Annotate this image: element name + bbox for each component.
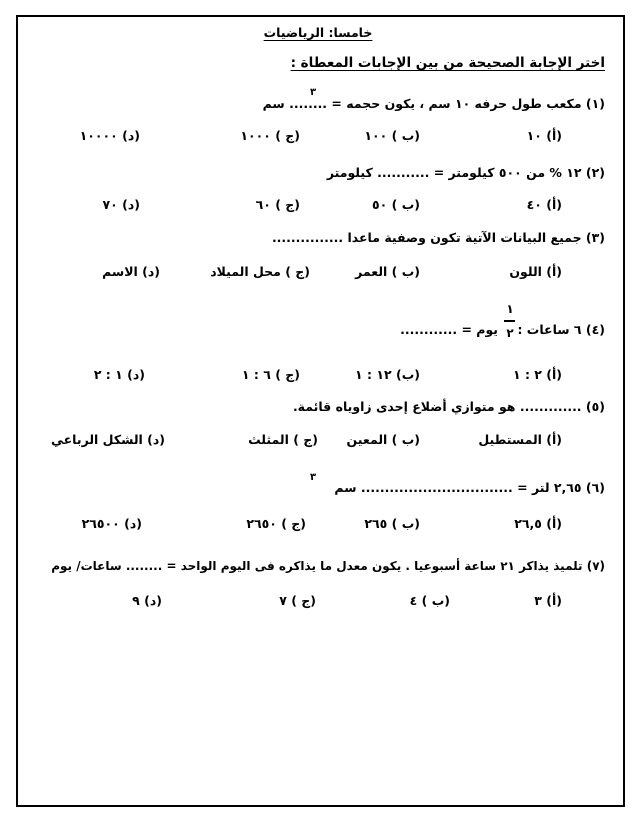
question-1-stem: (١) مكعب طول حرفه ١٠ سم ، يكون حجمه = ........ سم [262, 96, 605, 111]
section-title: خامسا: الرياضيات [263, 25, 373, 40]
question-1-superscript: ٣ [310, 87, 317, 98]
question-3-stem: (٣) جميع البيانات الآتية تكون وصفية ماعدا ............... [271, 230, 605, 245]
question-7-option-a: (أ) ٣ [534, 593, 562, 608]
question-2-option-d: (د) ٧٠ [102, 197, 140, 212]
question-7-option-b: (ب ) ٤ [409, 593, 450, 608]
question-1-option-d: (د) ١٠٠٠٠ [79, 128, 140, 143]
question-2-option-c: (ج ) ٦٠ [255, 197, 300, 212]
question-2-option-a: (أ) ٤٠ [526, 197, 562, 212]
question-4-fraction-bar [504, 320, 515, 322]
question-4-stem-end: يوم = ............ [400, 322, 498, 337]
question-5-stem: (٥) ............. هو متوازي أضلاع إحدى زاوياه قائمة. [292, 399, 605, 414]
question-7-option-d: (د) ٩ [132, 593, 162, 608]
question-5-option-b: (ب ) المعين [346, 432, 420, 447]
question-4-option-c: (ج ) ٦ : ١ [241, 367, 300, 382]
question-6-superscript: ٣ [310, 472, 317, 483]
question-1-option-b: (ب ) ١٠٠ [364, 128, 420, 143]
question-6-option-b: (ب ) ٢٦٥ [364, 516, 420, 531]
question-3-option-c: (ج ) محل الميلاد [210, 264, 310, 279]
question-4-fraction-numerator: ١ [506, 302, 514, 316]
question-7-option-c: (ج ) ٧ [279, 593, 316, 608]
instruction: اختر الإجابة الصحيحة من بين الإجابات المعطاة : [290, 55, 605, 71]
question-6-stem: (٦) ٢,٦٥ لتر = ................................ سم [334, 480, 605, 495]
question-2-option-b: (ب ) ٥٠ [372, 197, 420, 212]
question-4-option-a: (أ) ٢ : ١ [512, 367, 562, 382]
question-4-option-b: (ب) ١٢ : ١ [355, 367, 420, 382]
question-7-stem: (٧) تلميذ يذاكر ٢١ ساعة أسبوعيا . يكون معدل ما يذاكره فى اليوم الواحد = ........ ساعات/ يوم [51, 559, 605, 573]
question-3-option-d: (د) الاسم [102, 264, 160, 279]
question-5-option-d: (د) الشكل الرباعي [51, 432, 165, 447]
question-1-option-a: (أ) ١٠ [526, 128, 562, 143]
question-4-stem-start: (٤) ٦ ساعات : [517, 322, 605, 337]
question-3-option-a: (أ) اللون [509, 264, 562, 279]
question-5-option-a: (أ) المستطيل [478, 432, 562, 447]
question-1-option-c: (ج ) ١٠٠٠ [240, 128, 300, 143]
question-4-option-d: (د) ١ : ٢ [93, 367, 145, 382]
question-4-fraction-denominator: ٢ [506, 326, 514, 340]
question-3-option-b: (ب ) العمر [355, 264, 420, 279]
question-5-option-c: (ج ) المثلث [248, 432, 318, 447]
question-6-option-c: (ج ) ٢٦٥٠ [246, 516, 306, 531]
question-2-stem: (٢) ١٢ % من ٥٠٠ كيلومتر = ........... كيلومتر [326, 165, 605, 180]
question-6-option-a: (أ) ٢٦,٥ [514, 516, 562, 531]
question-6-option-d: (د) ٢٦٥٠٠ [81, 516, 142, 531]
